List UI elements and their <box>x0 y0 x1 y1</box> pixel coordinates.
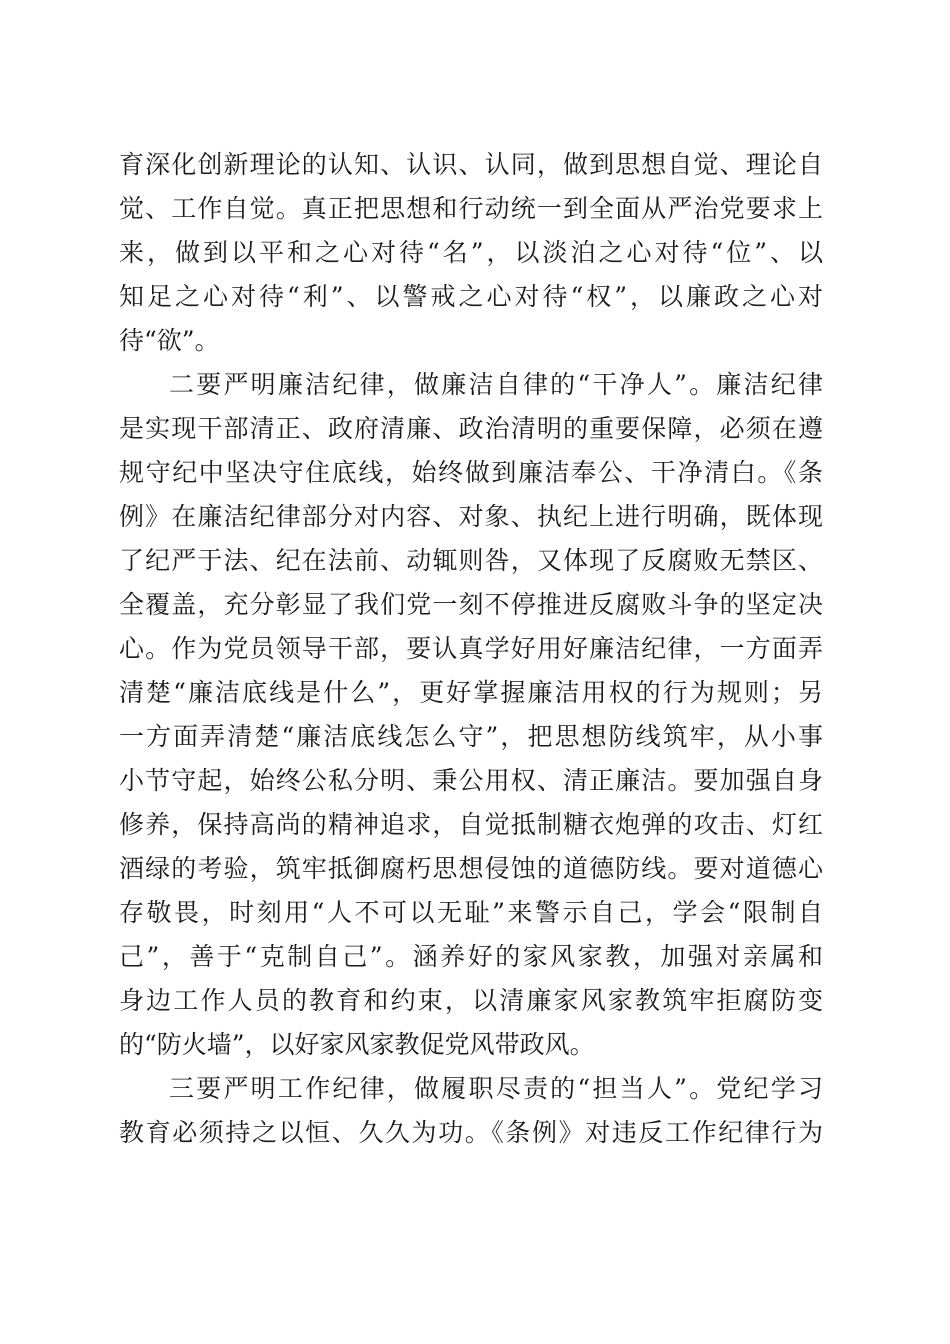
paragraph-line: 教育必须持之以恒、久久为功。《条例》对违反工作纪律行为 <box>119 1118 823 1147</box>
paragraph-line: 清楚“廉洁底线是什么”，更好掌握廉洁用权的行为规则；另 <box>119 678 823 707</box>
paragraph-line: 例》在廉洁纪律部分对内容、对象、执纪上进行明确，既体现 <box>119 502 823 531</box>
paragraph-line: 一方面弄清楚“廉洁底线怎么守”，把思想防线筑牢，从小事 <box>119 722 823 751</box>
paragraph-line: 觉、工作自觉。真正把思想和行动统一到全面从严治党要求上 <box>119 194 823 223</box>
paragraph-line: 身边工作人员的教育和约束，以清廉家风家教筑牢拒腐防变 <box>119 986 823 1015</box>
paragraph-line: 育深化创新理论的认知、认识、认同，做到思想自觉、理论自 <box>119 150 823 179</box>
paragraph-line: 是实现干部清正、政府清廉、政治清明的重要保障，必须在遵 <box>119 414 823 443</box>
paragraph-line: 的“防火墙”，以好家风家教促党风带政风。 <box>119 1030 595 1059</box>
paragraph-line: 全覆盖，充分彰显了我们党一刻不停推进反腐败斗争的坚定决 <box>119 590 823 619</box>
paragraph-line: 了纪严于法、纪在法前、动辄则咎，又体现了反腐败无禁区、 <box>119 546 823 575</box>
paragraph-line: 待“欲”。 <box>119 326 220 355</box>
paragraph-line: 知足之心对待“利”、以警戒之心对待“权”，以廉政之心对 <box>119 282 823 311</box>
paragraph-line: 存敬畏，时刻用“人不可以无耻”来警示自己，学会“限制自 <box>119 898 823 927</box>
paragraph-line: 心。作为党员领导干部，要认真学好用好廉洁纪律，一方面弄 <box>119 634 823 663</box>
paragraph-line: 酒绿的考验，筑牢抵御腐朽思想侵蚀的道德防线。要对道德心 <box>119 854 823 883</box>
paragraph-line: 小节守起，始终公私分明、秉公用权、清正廉洁。要加强自身 <box>119 766 823 795</box>
paragraph-line: 二要严明廉洁纪律，做廉洁自律的“干净人”。廉洁纪律 <box>169 370 823 399</box>
paragraph-line: 来，做到以平和之心对待“名”，以淡泊之心对待“位”、以 <box>119 238 823 267</box>
paragraph-line: 规守纪中坚决守住底线，始终做到廉洁奉公、干净清白。《条 <box>119 458 823 487</box>
paragraph-line: 三要严明工作纪律，做履职尽责的“担当人”。党纪学习 <box>169 1074 823 1103</box>
body-text <box>119 143 823 1155</box>
paragraph-line: 己”，善于“克制自己”。涵养好的家风家教，加强对亲属和 <box>119 942 823 971</box>
paragraph-line: 修养，保持高尚的精神追求，自觉抵制糖衣炮弹的攻击、灯红 <box>119 810 823 839</box>
